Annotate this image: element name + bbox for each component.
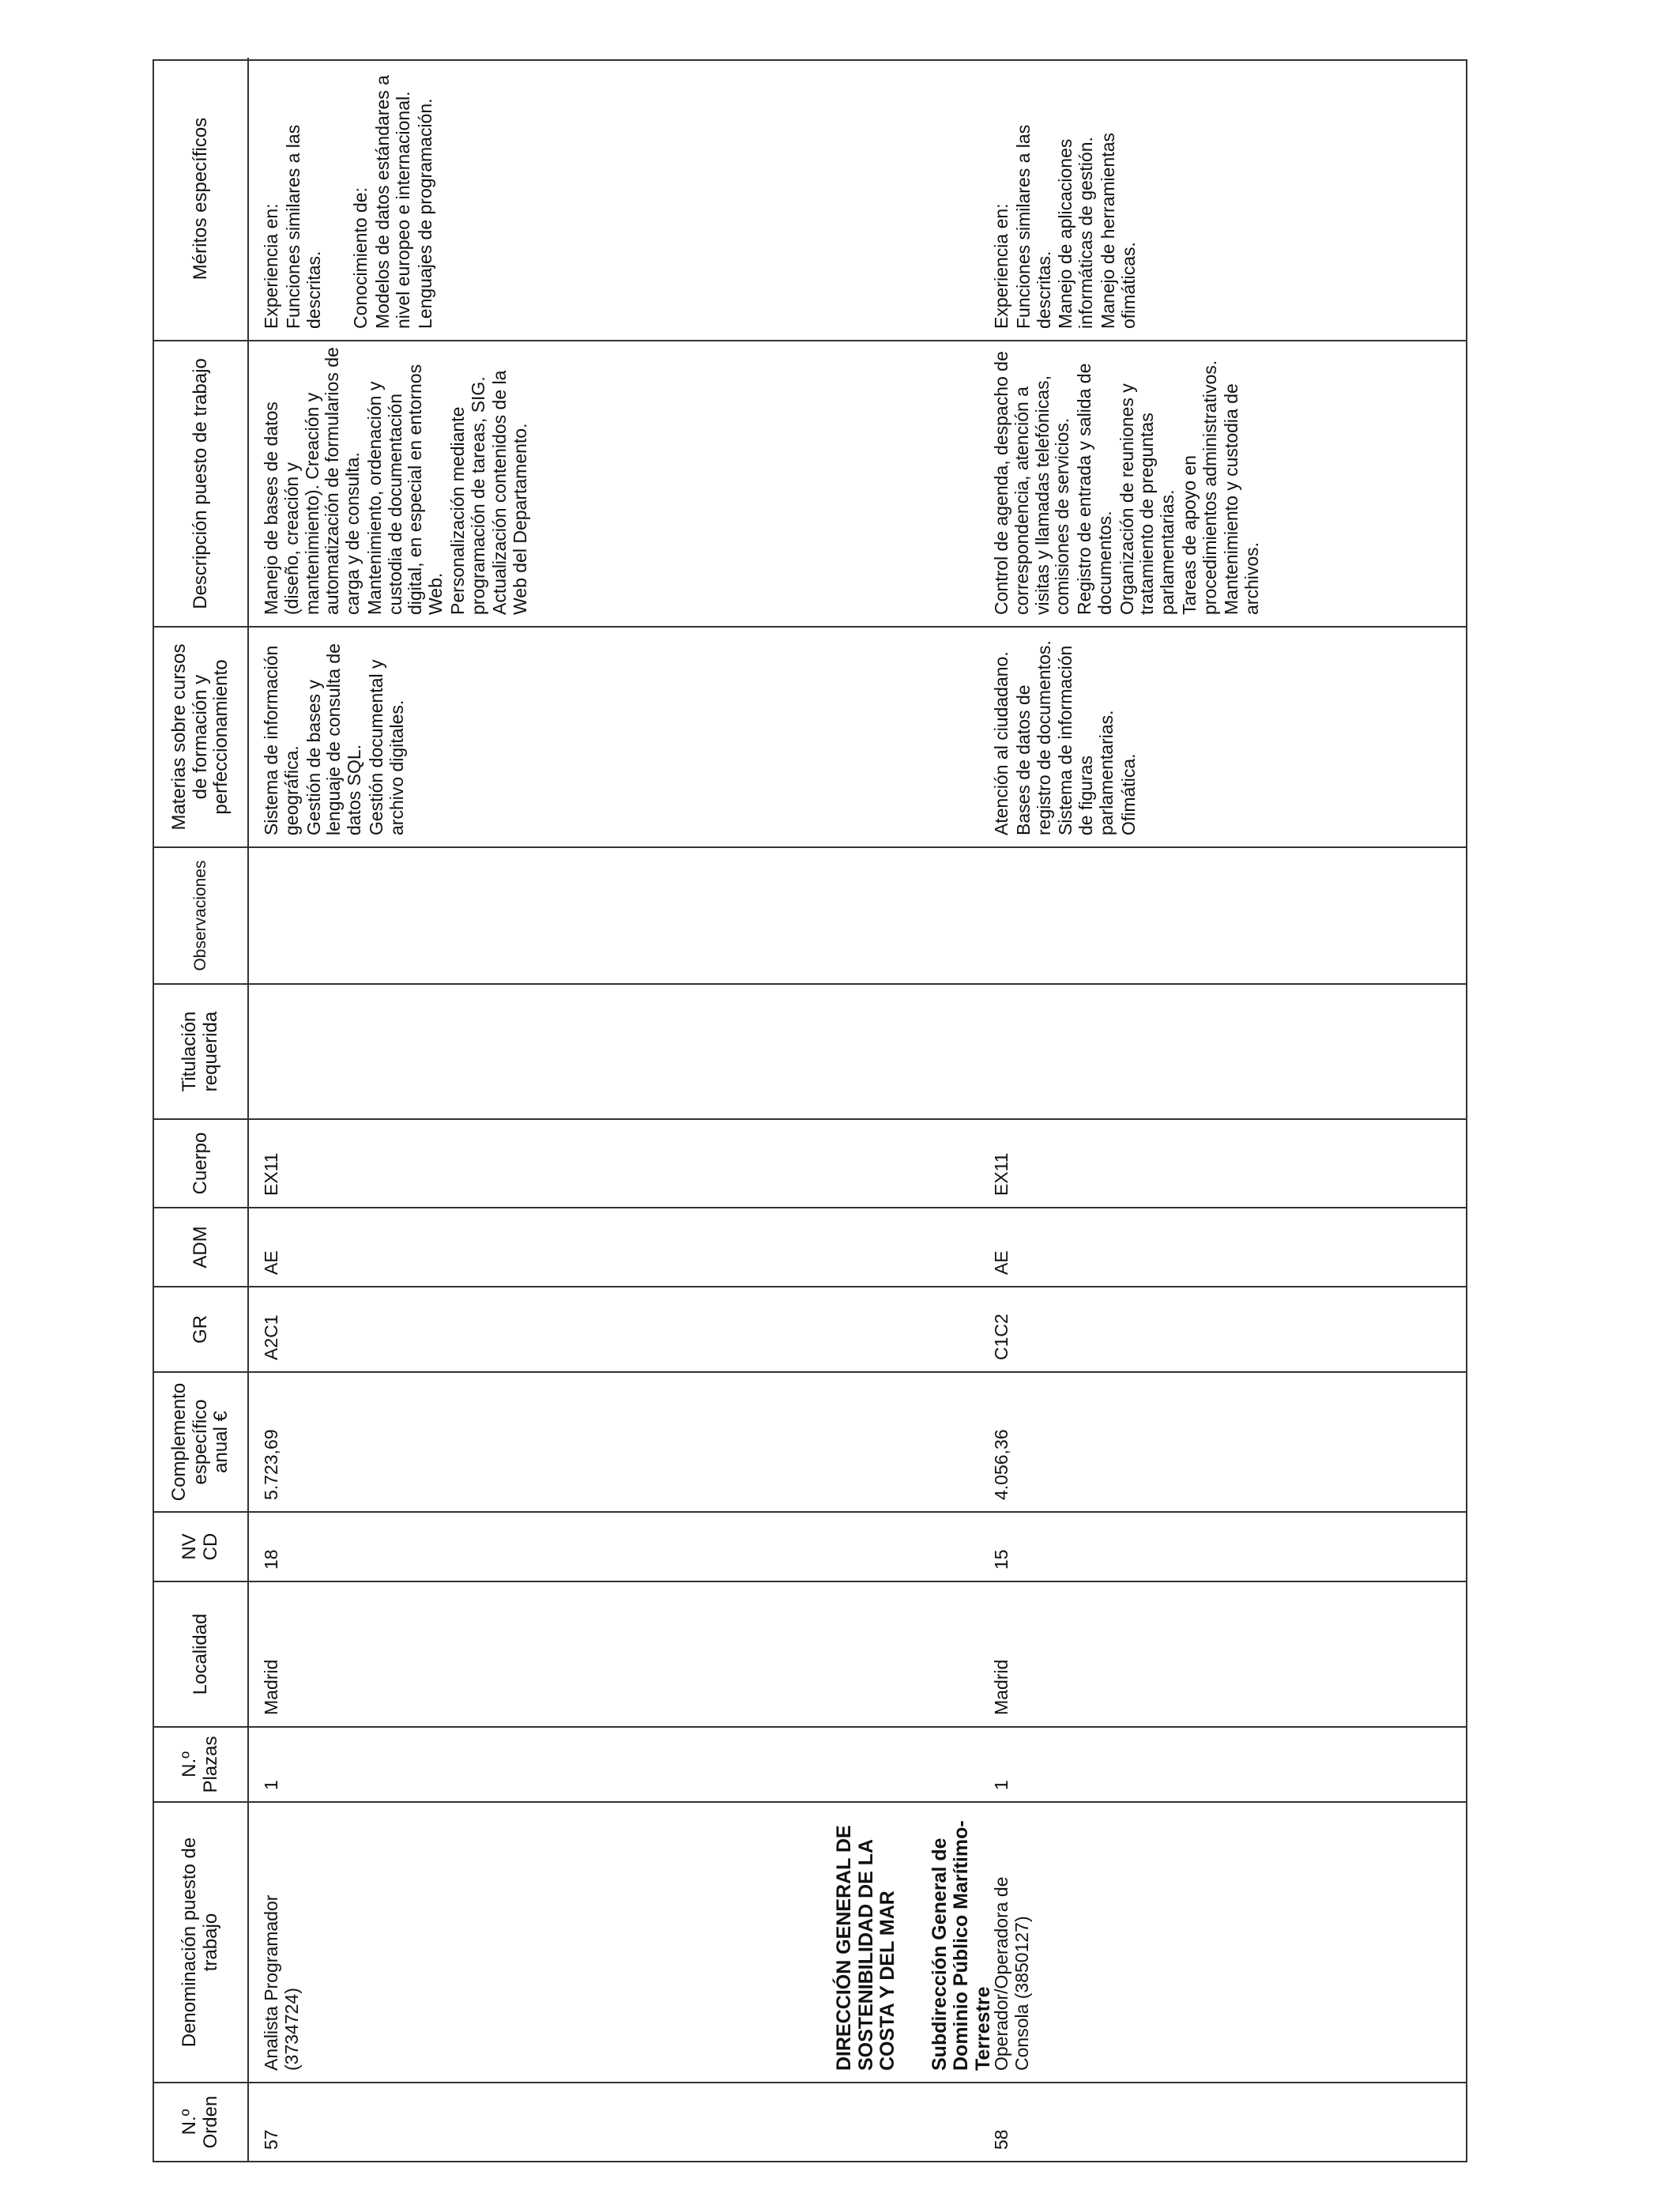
- row-57-cuerpo: EX11: [261, 1152, 281, 1196]
- header-titulacion: Titulación requerida: [154, 985, 249, 1118]
- header-complemento: Complemento específico anual €: [154, 1373, 249, 1511]
- row-58-orden: 58: [991, 2129, 1011, 2150]
- row-58-complemento: 4.056,36: [991, 1429, 1011, 1500]
- column-nvcd: [154, 1511, 1466, 1581]
- row-57-merito: Lenguajes de programación.: [414, 98, 435, 329]
- job-positions-table: [153, 59, 1467, 2162]
- row-57-descripcion: [262, 346, 531, 615]
- row-58-cuerpo: EX11: [991, 1152, 1011, 1196]
- header-localidad: Localidad: [154, 1582, 249, 1726]
- row-57-descripcion-item: Manejo de bases de datos (diseño, creación y mantenimiento). Creación y automatización de formularios de carga y de consulta.: [261, 347, 363, 615]
- row-57-materias: [262, 632, 407, 835]
- row-58-merito: Manejo de herramientas ofimáticas.: [1097, 132, 1139, 329]
- header-descripcion: Descripción puesto de trabajo: [154, 341, 249, 626]
- header-meritos: Méritos específicos: [154, 58, 249, 340]
- row-57-complemento: 5.723,69: [261, 1429, 281, 1500]
- row-58-materia: Sistema de información de figuras parlamentarias.: [1055, 645, 1117, 835]
- row-58-gr: C1C2: [991, 1314, 1011, 1360]
- column-cuerpo: [154, 1118, 1466, 1207]
- row-58-localidad: Madrid: [991, 1659, 1011, 1715]
- row-58-materias: [992, 632, 1139, 835]
- row-57-orden: 57: [261, 2129, 281, 2150]
- header-denominacion: Denominación puesto de trabajo: [154, 1803, 249, 2082]
- column-adm: [154, 1207, 1466, 1286]
- column-titulacion: [154, 983, 1466, 1118]
- row-58-denominacion: Operador/Operadora de Consola (3850127): [991, 1876, 1032, 2071]
- row-57-merito: Conocimiento de:: [350, 187, 371, 329]
- column-denominacion: [154, 1801, 1466, 2082]
- row-57-adm: AE: [261, 1250, 281, 1275]
- header-gr: GR: [154, 1287, 249, 1371]
- section-heading: [834, 1811, 994, 2071]
- row-58-nvcd: 15: [991, 1549, 1011, 1570]
- row-58-materia: Atención al ciudadano.: [991, 651, 1011, 835]
- column-orden: [154, 2082, 1466, 2161]
- row-57-plazas: 1: [261, 1780, 281, 1790]
- header-orden: N.º Orden: [154, 2083, 249, 2161]
- row-58-adm: AE: [991, 1250, 1011, 1275]
- row-57-meritos: [262, 62, 435, 329]
- row-57-gr: A2C1: [261, 1314, 281, 1360]
- row-57-merito: Funciones similares a las descritas.: [282, 124, 324, 329]
- header-plazas: N.º Plazas: [154, 1728, 249, 1801]
- row-58-merito: Funciones similares a las descritas.: [1012, 124, 1054, 329]
- row-58-descripcion-item: Organización de reuniones y tratamiento de preguntas parlamentarias.: [1116, 383, 1177, 615]
- header-materias: Materias sobre cursos de formación y perfeccionamiento: [154, 628, 249, 846]
- row-58-materia: Ofimática.: [1117, 753, 1139, 835]
- row-58-merito: Experiencia en:: [991, 203, 1011, 329]
- header-cuerpo: Cuerpo: [154, 1120, 249, 1207]
- row-57-materia: Gestión documental y archivo digitales.: [365, 659, 407, 835]
- column-descripcion: [154, 340, 1466, 626]
- subdireccion-general-title: Subdirección General de Dominio Público Marítimo-Terrestre: [928, 1820, 994, 2071]
- column-materias: [154, 626, 1466, 846]
- column-complemento: [154, 1371, 1466, 1511]
- row-58-merito: Manejo de aplicaciones informáticas de gestión.: [1055, 137, 1096, 329]
- row-57-localidad: Madrid: [261, 1659, 281, 1715]
- row-57-merito: Experiencia en:: [261, 203, 281, 329]
- row-57-descripcion-item: Mantenimiento, ordenación y custodia de documentación digital, en especial en entornos Web.: [363, 364, 446, 615]
- column-observaciones: [154, 846, 1466, 983]
- direccion-general-title: DIRECCIÓN GENERAL DE SOSTENIBILIDAD DE LA COSTA Y DEL MAR: [833, 1825, 898, 2071]
- row-58-descripcion: [992, 346, 1263, 615]
- header-adm: ADM: [154, 1208, 249, 1286]
- row-58-descripcion-item: Mantenimiento y custodia de archivos.: [1221, 383, 1262, 615]
- row-57-descripcion-item: Personalización mediante programación de tareas, SIG.: [446, 376, 488, 615]
- row-58-materia: Bases de datos de registro de documentos.: [1012, 640, 1054, 835]
- column-localidad: [154, 1581, 1466, 1726]
- row-57-descripcion-item: Actualización contenidos de la Web del Departamento.: [489, 370, 530, 615]
- row-57-merito: Modelos de datos estándares a nivel europeo e internacional.: [372, 75, 413, 329]
- header-observaciones: Observaciones: [154, 848, 249, 983]
- row-57-materia: Sistema de información geográfica.: [261, 645, 302, 835]
- row-57-denominacion: Analista Programador (3734724): [261, 1894, 302, 2071]
- row-57-nvcd: 18: [261, 1549, 281, 1570]
- row-58-descripcion-item: Control de agenda, despacho de correspondencia, atención a visitas y llamadas telefónicas, comisiones de servicios.: [991, 351, 1073, 615]
- header-nvcd: NV CD: [154, 1513, 249, 1581]
- row-58-descripcion-item: Registro de entrada y salida de documentos.: [1074, 363, 1115, 615]
- column-gr: [154, 1286, 1466, 1371]
- row-58-meritos: [992, 62, 1139, 329]
- row-57-materia: Gestión de bases y lenguaje de consulta de datos SQL.: [303, 643, 364, 835]
- column-plazas: [154, 1726, 1466, 1801]
- row-58-descripcion-item: Tareas de apoyo en procedimientos administrativos.: [1178, 360, 1220, 615]
- row-58-plazas: 1: [991, 1780, 1011, 1790]
- column-meritos: [154, 58, 1466, 340]
